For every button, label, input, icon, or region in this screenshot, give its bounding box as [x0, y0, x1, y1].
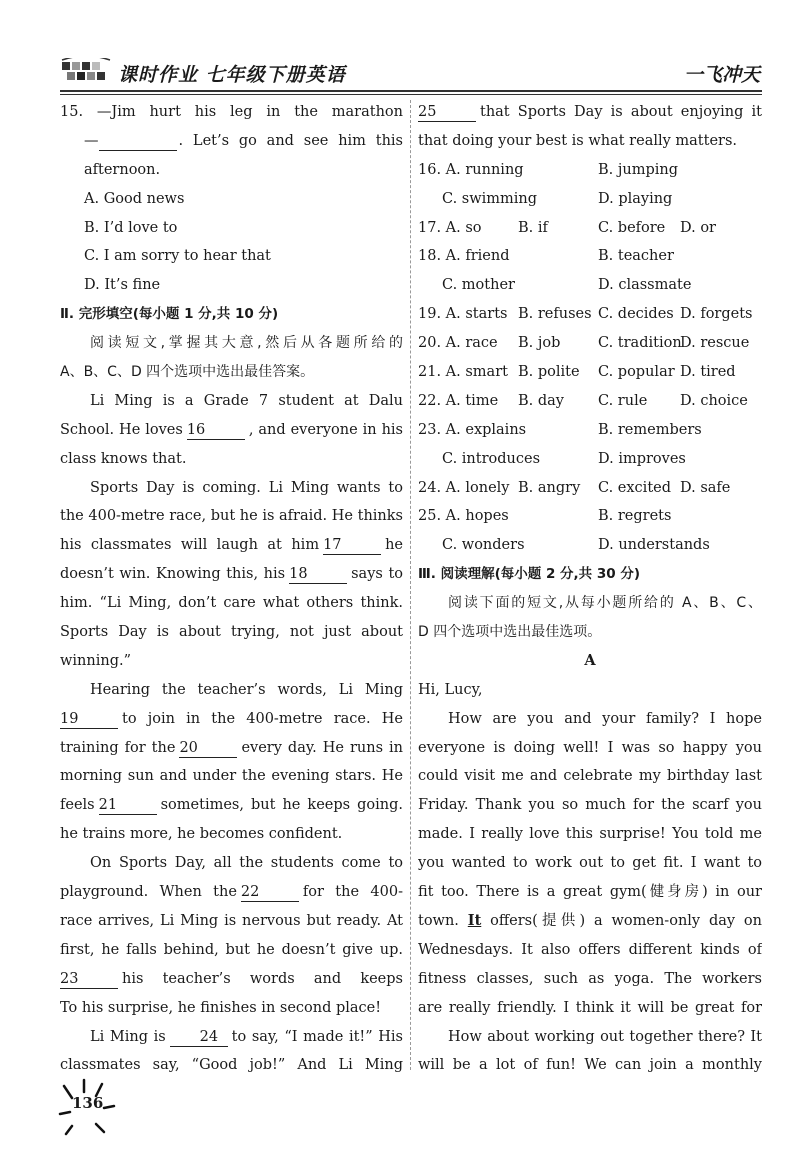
q22-option-a: 22. A. time [418, 392, 499, 409]
options-q17 [418, 214, 762, 243]
cloze-blank-18: 18 [289, 565, 347, 584]
q22-option-b: B. day [518, 392, 564, 409]
header-checker-decoration [60, 58, 112, 88]
cloze-blank-23: 23 [60, 970, 118, 989]
cloze-para4-line2: playground. When the 22 for the 400- [60, 884, 403, 901]
q15-stem: 15. —Jim hurt his leg in the marathon [60, 104, 403, 120]
q16-option-c: C. swimming [442, 190, 538, 207]
letter-line-3: could visit me and celebrate my birthday last [418, 768, 762, 785]
q15-option-a: A. Good news [84, 190, 185, 207]
letter-line-11: are really friendly. I think it will be great for [418, 999, 762, 1016]
cloze-para2-line2: the 400-metre race, but he is afraid. He thinks [60, 508, 403, 525]
q17-option-c: C. before [598, 219, 666, 236]
cloze-blank-22: 22 [241, 883, 299, 902]
letter-line-13: will be a lot of fun! We can join a monthly [418, 1057, 762, 1074]
options-q23-row2 [418, 445, 762, 474]
q18-option-b: B. teacher [598, 248, 674, 265]
q16-option-b: B. jumping [598, 161, 678, 178]
cloze-para2-line7: winning.” [60, 652, 132, 669]
letter-line-4: Friday. Thank you so much for the scarf you [418, 797, 762, 814]
q19-option-d: D. forgets [680, 306, 753, 323]
q18-option-d: D. classmate [598, 277, 692, 294]
section-2-instruction-line2: A、B、C、D 四个选项中选出最佳答案。 [60, 364, 315, 381]
options-q24 [418, 474, 762, 503]
cloze-para4-line6: To his surprise, he finishes in second place! [60, 999, 382, 1016]
letter-line-7: fit too. There is a great gym(健身房) in our [418, 884, 762, 901]
header-title: 课时作业 七年级下册英语 [118, 64, 346, 86]
q19-option-c: C. decides [598, 306, 674, 323]
cloze-para2-line6: Sports Day is about trying, not just about [60, 624, 403, 641]
cloze-para3-line3: training for the 20 every day. He runs in [60, 739, 403, 756]
q20-option-b: B. job [518, 335, 561, 352]
options-q18-row2 [418, 271, 762, 300]
options-q22 [418, 387, 762, 416]
cloze-para3-line2: 19 to join in the 400-metre race. He [60, 710, 403, 727]
page-number: 136 [72, 1094, 104, 1112]
options-q23 [418, 416, 762, 445]
q23-option-c: C. introduces [442, 450, 541, 467]
header-rule-thin [60, 94, 762, 95]
letter-line-10: fitness classes, such as yoga. The workers [418, 970, 762, 987]
q21-option-a: 21. A. smart [418, 364, 508, 381]
page-header [0, 0, 800, 100]
cloze-blank-20: 20 [179, 739, 237, 758]
cloze-para5-line1: Li Ming is 24 to say, “I made it!” His [90, 1028, 403, 1045]
cloze-para1-line1: Li Ming is a Grade 7 student at Dalu [90, 392, 403, 409]
q15-stem-line2: — . Let’s go and see him this [84, 132, 403, 149]
header-brand: 一飞冲天 [683, 64, 760, 86]
right-column [418, 98, 762, 1080]
q25-option-d: D. understands [598, 537, 710, 554]
cloze-para4-line3: race arrives, Li Ming is nervous but ready. At [60, 912, 403, 929]
q23-option-d: D. improves [598, 450, 686, 467]
q20-option-d: D. rescue [680, 335, 750, 352]
q23-option-b: B. remembers [598, 421, 702, 438]
cloze-blank-16: 16 [187, 421, 245, 440]
cloze-para3-line4: morning sun and under the evening stars. He [60, 768, 403, 785]
letter-line-6: you wanted to work out to get fit. I want to [418, 855, 762, 872]
cloze-para1-line2: School. He loves 16 , and everyone in his [60, 421, 403, 438]
q15-answer-blank [99, 132, 177, 151]
cloze-para3-line6: he trains more, he becomes confident. [60, 826, 343, 843]
cloze-para3-line1: Hearing the teacher’s words, Li Ming [90, 681, 403, 698]
cloze-para4-line1: On Sports Day, all the students come to [90, 855, 403, 872]
q15-option-d: D. It’s fine [84, 277, 161, 294]
q19-option-b: B. refuses [518, 306, 592, 323]
header-rule [60, 90, 762, 92]
cloze-para4-line4: first, he falls behind, but he doesn’t give up. [60, 941, 403, 958]
q24-option-a: 24. A. lonely [418, 479, 510, 496]
cloze-blank-25: 25 [418, 103, 476, 122]
q21-option-c: C. popular [598, 364, 675, 381]
letter-line-8: town. It offers(提供) a women-only day on [418, 911, 762, 929]
q17-option-d: D. or [680, 219, 716, 236]
options-q25 [418, 502, 762, 531]
q21-option-b: B. polite [518, 364, 580, 381]
section-3-instruction-line2: D 四个选项中选出最佳选项。 [418, 624, 602, 641]
q17-option-b: B. if [518, 219, 548, 236]
q21-option-d: D. tired [680, 364, 736, 381]
options-q19 [418, 300, 762, 329]
letter-line-5: made. I really love this surprise! You told me [418, 826, 762, 843]
options-q16 [418, 156, 762, 185]
cloze-blank-17: 17 [323, 536, 381, 555]
cloze-para4-line5: 23 his teacher’s words and keeps [60, 970, 403, 987]
q24-option-c: C. excited [598, 479, 672, 496]
options-q20 [418, 329, 762, 358]
letter-greeting: Hi, Lucy, [418, 681, 483, 698]
q20-option-c: C. tradition [598, 335, 682, 352]
page-number-badge [58, 1076, 118, 1136]
cloze-para1-line3: class knows that. [60, 450, 187, 467]
q25-option-c: C. wonders [442, 537, 525, 554]
cloze-blank-19: 19 [60, 710, 118, 729]
letter-line-2: everyone is doing well! I was so happy you [418, 739, 762, 756]
q25-option-b: B. regrets [598, 508, 672, 525]
q18-option-c: C. mother [442, 277, 515, 294]
q22-option-c: C. rule [598, 392, 648, 409]
options-q16-row2 [418, 185, 762, 214]
letter-line-1: How are you and your family? I hope [448, 710, 762, 727]
q22-option-d: D. choice [680, 392, 748, 409]
options-q25-row2 [418, 531, 762, 560]
q19-option-a: 19. A. starts [418, 306, 508, 323]
section-2-heading: Ⅱ. 完形填空(每小题 1 分,共 10 分) [60, 306, 279, 323]
cloze-blank-21: 21 [99, 796, 157, 815]
q25-option-a: 25. A. hopes [418, 508, 509, 525]
passage-a-label: A [584, 651, 596, 669]
options-q18 [418, 242, 762, 271]
left-column [60, 98, 403, 1080]
cloze-para5-line3: 25 that Sports Day is about enjoying it [418, 104, 762, 120]
q20-option-a: 20. A. race [418, 335, 498, 352]
cloze-para2-line1: Sports Day is coming. Li Ming wants to [90, 479, 403, 496]
cloze-para5-line2: classmates say, “Good job!” And Li Ming [60, 1057, 403, 1074]
cloze-blank-24: 24 [170, 1028, 228, 1047]
letter-line-9: Wednesdays. It also offers different kinds of [418, 941, 762, 958]
q24-option-d: D. safe [680, 479, 731, 496]
cloze-para2-line3: his classmates will laugh at him 17 he [60, 537, 403, 554]
cloze-para3-line5: feels 21 sometimes, but he keeps going. [60, 797, 403, 814]
q16-option-d: D. playing [598, 190, 673, 207]
q15-option-c: C. I am sorry to hear that [84, 248, 271, 265]
cloze-para5-line4: that doing your best is what really matters. [418, 132, 738, 149]
letter-line-12: How about working out together there? It [448, 1028, 762, 1045]
section-2-instruction: 阅读短文,掌握其大意,然后从各题所给的 [90, 335, 403, 352]
q18-option-a: 18. A. friend [418, 248, 510, 265]
q16-option-a: 16. A. running [418, 161, 524, 178]
section-3-instruction: 阅读下面的短文,从每小题所给的 A、B、C、 [448, 595, 762, 612]
options-q21 [418, 358, 762, 387]
q15-stem-line3: afternoon. [84, 161, 161, 178]
column-divider [410, 100, 411, 1070]
q24-option-b: B. angry [518, 479, 581, 496]
q23-option-a: 23. A. explains [418, 421, 527, 438]
cloze-para2-line5: him. “Li Ming, don’t care what others think. [60, 595, 403, 612]
q15-option-b: B. I’d love to [84, 219, 178, 236]
underlined-it: It [467, 911, 482, 929]
cloze-para2-line4: doesn’t win. Knowing this, his 18 says to [60, 566, 403, 583]
q17-option-a: 17. A. so [418, 219, 482, 236]
section-3-heading: Ⅲ. 阅读理解(每小题 2 分,共 30 分) [418, 566, 641, 583]
